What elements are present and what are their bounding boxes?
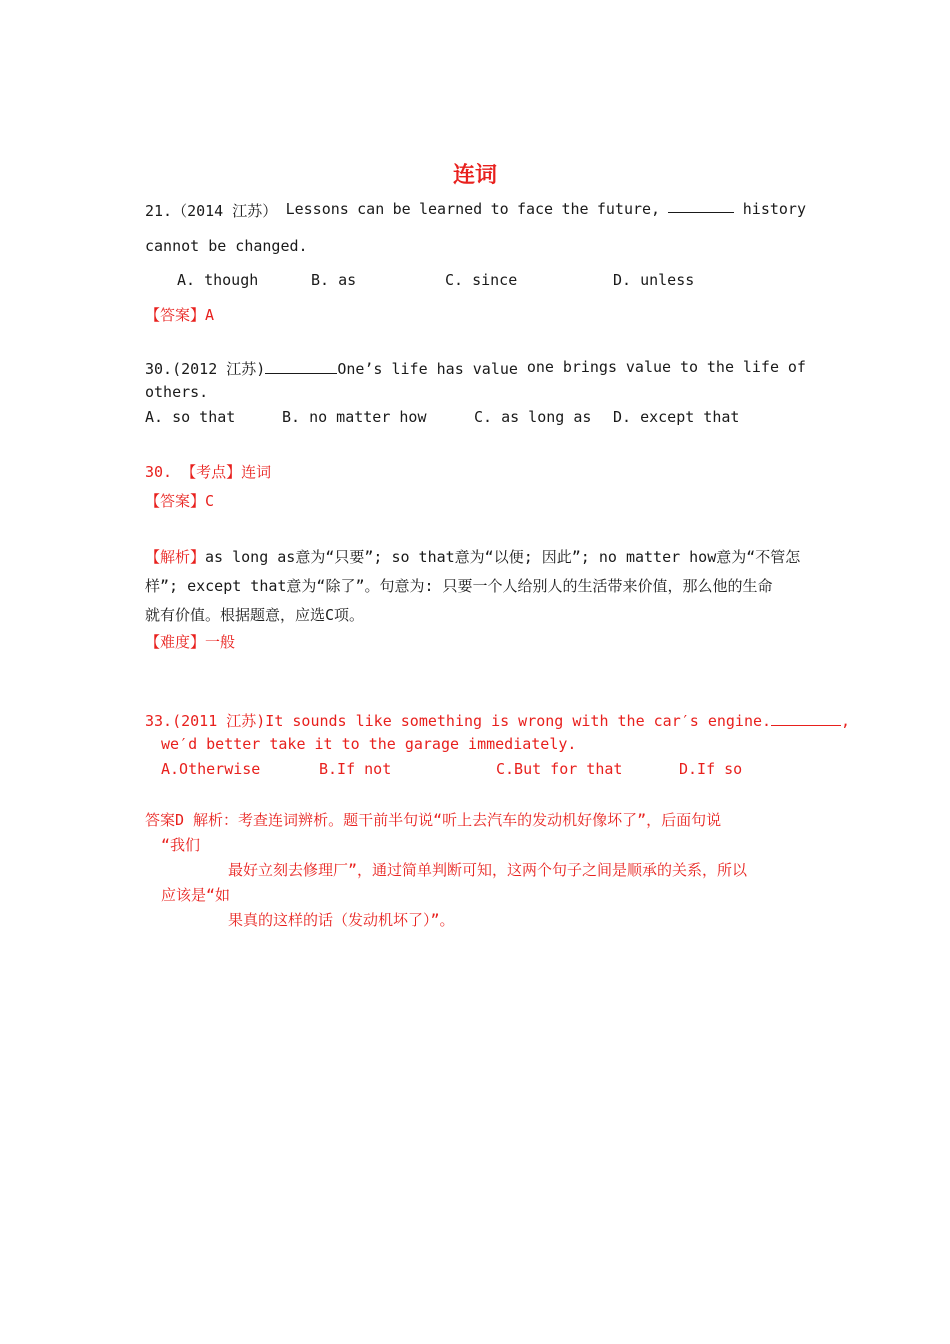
q21-stem-line2: cannot be changed. — [145, 237, 308, 255]
q33-stem-line1: 33.(2011 江苏)It sounds like something is wrong with the car′s engine. , — [145, 712, 851, 730]
q30-option-d: D. except that — [613, 408, 740, 426]
q33-option-d: D.If so — [679, 760, 743, 778]
q33-explanation-line3: 最好立刻去修理厂”，通过简单判断可知，这两个句子之间是顺承的关系，所以 — [228, 861, 748, 879]
q33-explanation-line5: 果真的这样的话（发动机坏了）”。 — [228, 911, 455, 929]
answer-blank — [668, 200, 734, 213]
q33-stem-line2: we′d better take it to the garage immediately. — [161, 735, 577, 753]
q30-stem-line1: 30.(2012 江苏) One’s life has value one brings value to the life of — [145, 358, 806, 378]
q30-option-b: B. no matter how — [282, 408, 427, 426]
q33-option-c: C.But for that — [496, 760, 623, 778]
q21-answer: 【答案】A — [145, 306, 215, 324]
q30-analysis-line1: 【解析】as long as意为“只要”; so that意为“以便; 因此”; no matter how意为“不管怎 — [145, 548, 801, 566]
q21-option-c: C. since — [445, 271, 518, 289]
answer-blank — [265, 361, 337, 374]
page-title: 连词 — [453, 163, 498, 188]
q30-analysis-line2: 样”; except that意为“除了”。句意为: 只要一个人给别人的生活带来价值，那么他的生命 — [145, 577, 773, 595]
q30-analysis-line3: 就有价值。根据题意，应选C项。 — [145, 606, 365, 624]
analysis-label: 【解析】 — [145, 548, 206, 566]
q30-option-a: A. so that — [145, 408, 236, 426]
q21-option-d: D. unless — [613, 271, 695, 289]
q21-option-a: A. though — [177, 271, 259, 289]
q33-option-a: A.Otherwise — [161, 760, 261, 778]
q30-stem-line2: others. — [145, 383, 209, 401]
q33-explanation-line4: 应该是“如 — [161, 886, 231, 904]
q21-option-b: B. as — [311, 271, 357, 289]
answer-blank — [771, 713, 841, 726]
q30-difficulty: 【难度】一般 — [145, 633, 236, 651]
q30-point: 30. 【考点】连词 — [145, 463, 272, 481]
q21-stem-line1: 21.（2014 江苏） Lessons can be learned to face the future, history — [145, 200, 806, 220]
q33-explanation-line1: 答案D 解析：考查连词辨析。题干前半句说“听上去汽车的发动机好像坏了”，后面句说 — [145, 811, 722, 829]
q30-number: 30.(2012 江苏) — [145, 360, 266, 378]
q21-number: 21.（2014 江苏） — [145, 202, 278, 220]
q33-option-b: B.If not — [319, 760, 392, 778]
q33-explanation-line2: “我们 — [161, 836, 201, 854]
q30-answer: 【答案】C — [145, 492, 215, 510]
q30-option-c: C. as long as — [474, 408, 592, 426]
